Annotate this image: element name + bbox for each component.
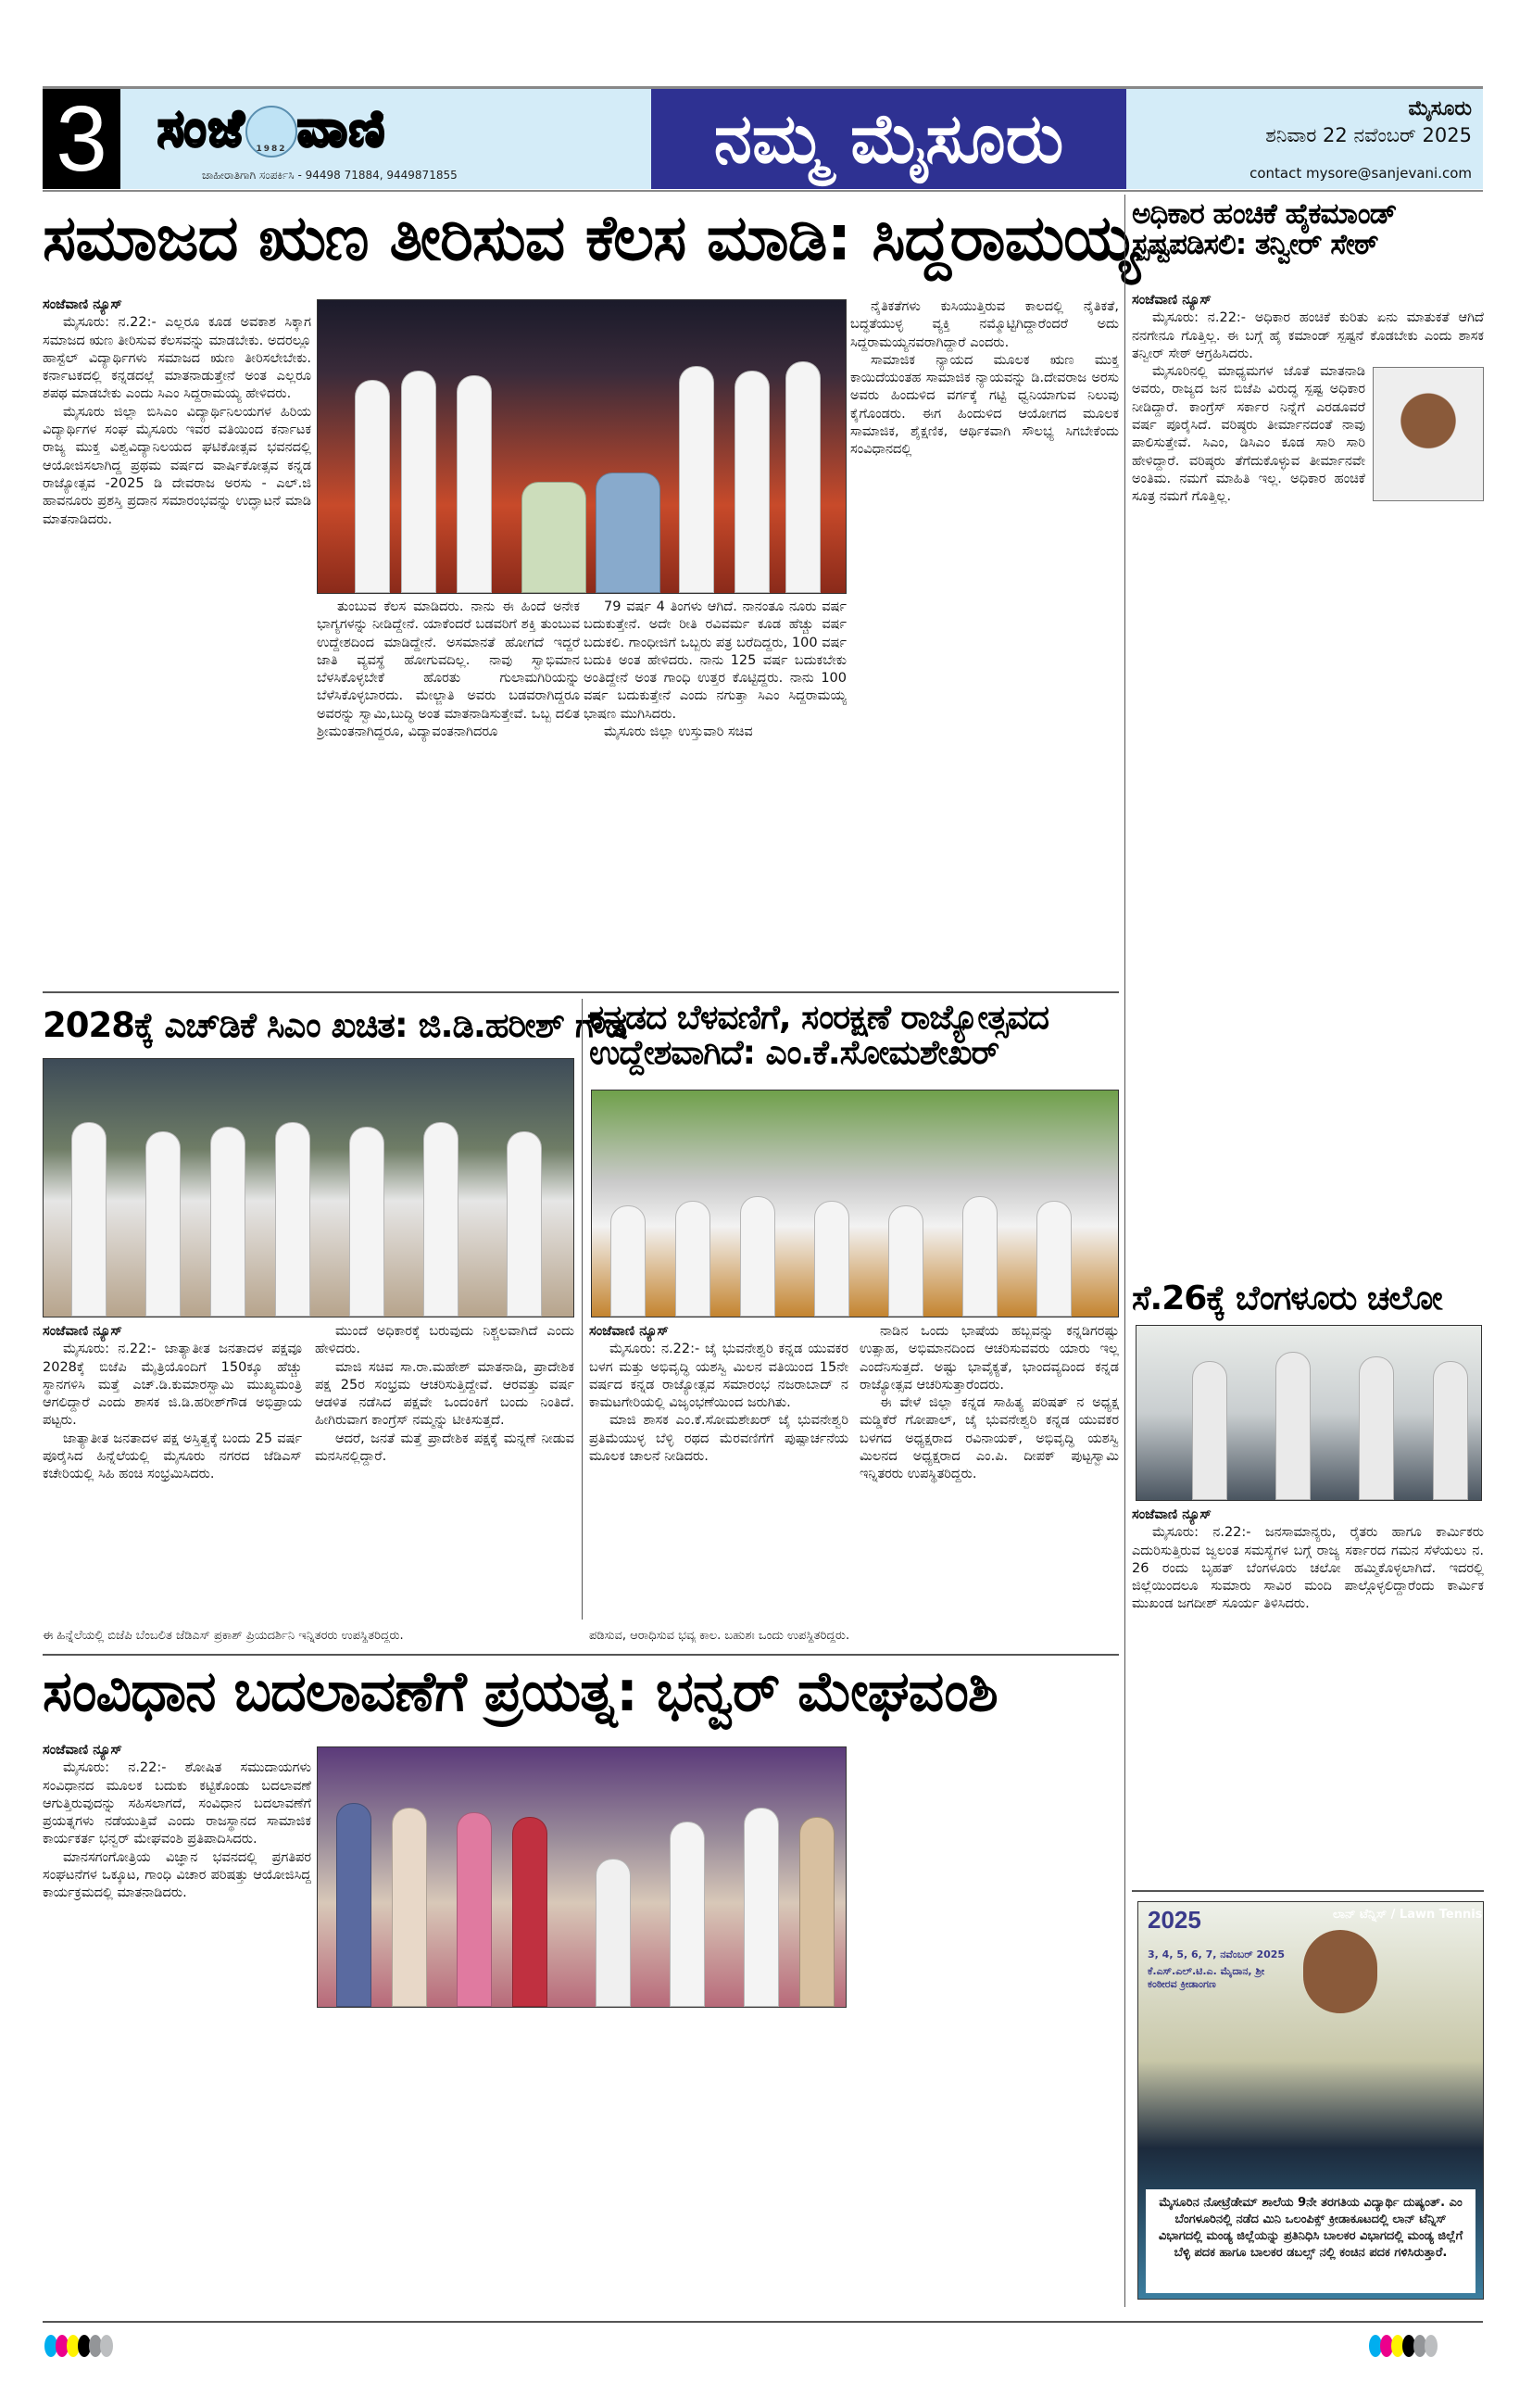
footer-rule	[43, 2321, 1483, 2323]
athlete-figure	[1303, 1930, 1377, 2013]
constitution-col1	[43, 1742, 311, 2307]
chalo-photo	[1136, 1325, 1482, 1501]
banner-year: 2025	[1148, 1906, 1201, 1934]
byline: ಸಂಜೆವಾಣಿ ನ್ಯೂಸ್	[43, 1324, 122, 1339]
constitution-col3	[584, 2012, 847, 2307]
paragraph: ಈ ವೇಳೆ ಜಿಲ್ಲಾ ಕನ್ನಡ ಸಾಹಿತ್ಯ ಪರಿಷತ್ ನ ಅಧ್ಯಕ್ಷ ಮಡ್ಡಿಕೆರೆ ಗೋಪಾಲ್, ಜೈ ಭುವನೇಶ್ವರಿ ಕನ್ನಡ ಯುವಕರ ಬಳಗದ ಅಧ್ಯಕ್ಷರಾದ ರವಿನಾಯಕ್, ಅಭಿವೃದ್ಧಿ ಯಶಸ್ವಿ ಮಿಲನದ ಅಧ್ಯಕ್ಷರಾದ ಎಂ.ಪಿ. ದೀಪಕ್ ಪುಟ್ಟಸ್ವಾಮಿ ಇನ್ನಿತರರು ಉಪಸ್ಥಿತರಿದ್ದರು.	[860, 1395, 1119, 1482]
edition-date: ಶನಿವಾರ 22 ನವೆಂಬರ್ 2025	[1265, 124, 1472, 146]
paragraph: ಮೈಸೂರು: ನ.22:- ಶೋಷಿತ ಸಮುದಾಯಗಳು ಸಂವಿಧಾನದ ಮೂಲಕ ಬದುಕು ಕಟ್ಟಿಕೊಂಡು ಬದಲಾವಣೆ ಆಗುತ್ತಿರುವುದನ್ನು ಸಹಿಸಲಾಗದೆ, ಸಂವಿಧಾನ ಬದಲಾವಣೆಗೆ ಪ್ರಯತ್ನಗಳು ನಡೆಯುತ್ತಿವೆ ಎಂದು ರಾಜಸ್ಥಾನದ ಸಾಮಾಜಿಕ ಕಾರ್ಯಕರ್ತ ಭನ್ವರ್ ಮೇಘವಂಶಿ ಪ್ರತಿಪಾದಿಸಿದರು.	[43, 1760, 311, 1847]
sports-photo	[1137, 1901, 1484, 2300]
banner-event: ಲಾನ್ ಟೆನ್ನಿಸ್ / Lawn Tennis	[1333, 1908, 1483, 1922]
somashekar-photo	[591, 1090, 1119, 1317]
banner-dates: 3, 4, 5, 6, 7, ನವೆಂಬರ್ 2025	[1148, 1948, 1286, 1960]
paragraph: ಮೈಸೂರು: ನ.22:- ಜನಸಾಮಾನ್ಯರು, ರೈತರು ಹಾಗೂ ಕಾರ್ಮಿಕರು ಎದುರಿಸುತ್ತಿರುವ ಜ್ವಲಂತ ಸಮಸ್ಯೆಗಳ ಬಗ್ಗೆ ರಾಜ್ಯ ಸರ್ಕಾರದ ಗಮನ ಸೆಳೆಯಲು ನ. 26 ರಂದು ಬೃಹತ್ ಬೆಂಗಳೂರು ಚಲೋ ಹಮ್ಮಿಕೊಳ್ಳಲಾಗಿದೆ. ಇದರಲ್ಲಿ ಜಿಲ್ಲೆಯಿಂದಲೂ ಸುಮಾರು ಸಾವಿರ ಮಂದಿ ಪಾಲ್ಗೊಳ್ಳಲಿದ್ದಾರೆಂದು ಕಾರ್ಮಿಕ ಮುಖಂಡ ಜಗದೀಶ್ ಸೂರ್ಯ ತಿಳಿಸಿದರು.	[1132, 1525, 1484, 1612]
tanveer-portrait	[1373, 367, 1484, 501]
constitution-col2	[317, 2012, 580, 2307]
section-divider	[43, 991, 1119, 993]
edition-city: ಮೈಸೂರು	[1408, 97, 1472, 120]
main-article-col1	[43, 296, 311, 987]
paragraph: ನೈತಿಕತೆಗಳು ಕುಸಿಯುತ್ತಿರುವ ಕಾಲದಲ್ಲಿ ನೈತಿಕತೆ, ಬದ್ಧತೆಯುಳ್ಳ ವ್ಯಕ್ತಿ ನಮ್ಮೊಟ್ಟಿಗಿದ್ದಾರೆಂದರೆ ಅದು ಸಿದ್ದರಾಮಯ್ಯನವರಾಗಿದ್ದಾರೆ ಎಂದರು.	[850, 299, 1119, 350]
banner-venue: ಕೆ.ಎಸ್.ಎಲ್.ಟಿ.ಎ. ಮೈದಾನ, ಶ್ರೀ ಕಂಠೀರವ ಕ್ರೀಡಾಂಗಣ	[1148, 1965, 1265, 1990]
tanveer-article	[1132, 292, 1484, 1274]
somashekar-col1	[589, 1323, 848, 1624]
paragraph: ಮಾಜಿ ಶಾಸಕ ಎಂ.ಕೆ.ಸೋಮಶೇಖರ್ ಜೈ ಭುವನೇಶ್ವರಿ ಪ್ರತಿಮೆಯುಳ್ಳ ಬೆಳ್ಳಿ ರಥದ ಮೆರವಣಿಗೆಗೆ ಪುಷ್ಪಾರ್ಚನೆಯ ಮೂಲಕ ಚಾಲನೆ ನೀಡಿದರು.	[589, 1413, 848, 1465]
somashekar-headline: ಕನ್ನಡದ ಬೆಳವಣಿಗೆ, ಸಂರಕ್ಷಣೆ ರಾಜ್ಯೋತ್ಸವದ ಉದ್ದೇಶವಾಗಿದೆ: ಎಂ.ಕೆ.ಸೋಮಶೇಖರ್	[589, 999, 1049, 1072]
main-headline: ಸಮಾಜದ ಋಣ ತೀರಿಸುವ ಕೆಲಸ ಮಾಡಿ: ಸಿದ್ದರಾಮಯ್ಯ	[43, 202, 1139, 275]
paragraph: ತುಂಬುವ ಕೆಲಸ ಮಾಡಿದರು. ನಾನು ಈ ಹಿಂದೆ ಅನೇಕ ಭಾಗ್ಯಗಳನ್ನು ನೀಡಿದ್ದೇನೆ. ಯಾಕೆಂದರೆ ಬಡವರಿಗೆ ಶಕ್ತಿ ತುಂಬುವ ಉದ್ದೇಶದಿಂದ ಮಾಡಿದ್ದೇನೆ. ಅಸಮಾನತೆ ಹೋಗದೆ ಇದ್ದರೆ ಜಾತಿ ವ್ಯವಸ್ಥೆ ಹೋಗುವದಿಲ್ಲ. ನಾವು ಸ್ವಾಭಿಮಾನ ಬೆಳಸಿಕೊಳ್ಳಬೇಕೆ ಹೊರತು ಗುಲಾಮಗಿರಿಯನ್ನು ಬೆಳೆಸಿಕೊಳ್ಳಬಾರದು. ಮೇಲ್ಜಾತಿ ಅವರು ಬಡವರಾಗಿದ್ದರೂ ಅವರನ್ನು ಸ್ವಾಮಿ,ಬುದ್ಧಿ ಅಂತ ಮಾತನಾಡಿಸುತ್ತೇವೆ. ಒಬ್ಬ ದಲಿತ ಶ್ರೀಮಂತನಾಗಿದ್ದರೂ, ವಿದ್ಯಾವಂತನಾಗಿದರೂ	[317, 599, 580, 740]
masthead-logo-area	[120, 89, 651, 189]
chalo-headline: ಸೆ.26ಕ್ಕೆ ಬೆಂಗಳೂರು ಚಲೋ	[1132, 1280, 1442, 1317]
constitution-headline: ಸಂವಿಧಾನ ಬದಲಾವಣೆಗೆ ಪ್ರಯತ್ನ: ಭನ್ವರ್ ಮೇಘವಂಶಿ	[43, 1659, 998, 1724]
harish-closing-line: ಈ ಹಿನ್ನೆಲೆಯಲ್ಲಿ ಬಿಜೆಪಿ ಬೆಂಬಲಿತ ಜೆಡಿಎಸ್ ಪ್ರಕಾಶ್ ಪ್ರಿಯದರ್ಶಿನಿ ಇನ್ನಿತರರು ಉಪಸ್ಥಿತರಿದ್ದರು.	[43, 1629, 404, 1643]
dove-emblem-icon: 1982	[245, 106, 297, 158]
byline: ಸಂಜೆವಾಣಿ ನ್ಯೂಸ್	[1132, 1507, 1212, 1522]
masthead-bottom-rule	[43, 190, 1483, 192]
paragraph: ಮೈಸೂರು: ನ.22:- ಅಧಿಕಾರ ಹಂಚಿಕೆ ಕುರಿತು ಏನು ಮಾತುಕತೆ ಆಗಿದೆ ನನಗೇನೂ ಗೊತ್ತಿಲ್ಲ. ಈ ಬಗ್ಗೆ ಹೈ ಕಮಾಂಡ್ ಸ್ಪಷ್ಟನೆ ಕೊಡಬೇಕು ಎಂದು ಶಾಸಕ ತನ್ವೀರ್ ಸೇಠ್ ಆಗ್ರಹಿಸಿದರು.	[1132, 310, 1484, 361]
paragraph: ಮೈಸೂರು: ನ.22:- ಜಾತ್ಯಾತೀತ ಜನತಾದಳ ಪಕ್ಷವೂ 2028ಕ್ಕೆ ಬಿಜೆಪಿ ಮೈತ್ರಿಯೊಂದಿಗೆ 150ಕ್ಕೂ ಹೆಚ್ಚು ಸ್ಥಾನಗಳಿಸಿ ಮತ್ತೆ ಎಚ್.ಡಿ.ಕುಮಾರಸ್ವಾಮಿ ಮುಖ್ಯಮಂತ್ರಿ ಆಗಲಿದ್ದಾರೆ ಎಂದು ಶಾಸಕ ಜಿ.ಡಿ.ಹರೀಶ್‌ಗೌಡ ಅಭಿಪ್ರಾಯ ಪಟ್ಟರು.	[43, 1342, 302, 1429]
column-divider	[1124, 195, 1125, 2307]
section-divider	[1132, 1890, 1484, 1892]
main-article-col4	[850, 298, 1119, 989]
registration-marks-left	[44, 2335, 111, 2361]
harish-headline: 2028ಕ್ಕೆ ಎಚ್‌ಡಿಕೆ ಸಿಎಂ ಖಚಿತ: ಜಿ.ಡಿ.ಹರೀಶ್ ಗೌಡ	[43, 1005, 627, 1045]
paragraph: ಸಾಮಾಜಿಕ ನ್ಯಾಯದ ಮೂಲಕ ಋಣ ಮುಕ್ತ ಕಾಯಿದೆಯಂತಹ ಸಾಮಾಜಿಕ ನ್ಯಾಯವನ್ನು ಡಿ.ದೇವರಾಜ ಅರಸು ಅವರು ಹಿಂದುಳಿದ ವರ್ಗಕ್ಕೆ ಗಟ್ಟಿ ಧ್ವನಿಯಾಗುವ ನಿಲುವು ಕೈಗೊಂಡರು. ಈಗ ಹಿಂದುಳಿದ ಆಯೋಗದ ಮೂಲಕ ಸಾಮಾಜಿಕ, ಶೈಕ್ಷಣಿಕ, ಆರ್ಥಿಕವಾಗಿ ಸೌಲಭ್ಯ ಸಿಗಬೇಕೆಂದು ಸಂವಿಧಾನದಲ್ಲಿ	[850, 352, 1119, 458]
harish-col1	[43, 1323, 302, 1624]
column-divider	[582, 999, 583, 1620]
harish-col2	[315, 1323, 574, 1624]
tanveer-headline: ಅಧಿಕಾರ ಹಂಚಿಕೆ ಹೈಕಮಾಂಡ್ ಸ್ಪಷ್ಟಪಡಿಸಲಿ: ತನ್ವೀರ್ ಸೇಠ್	[1132, 197, 1397, 261]
byline: ಸಂಜೆವಾಣಿ ನ್ಯೂಸ್	[43, 1743, 122, 1758]
byline: ಸಂಜೆವಾಣಿ ನ್ಯೂಸ್	[1132, 293, 1212, 308]
paragraph: ಜಾತ್ಯಾತೀತ ಜನತಾದಳ ಪಕ್ಷ ಅಸ್ತಿತ್ವಕ್ಕೆ ಬಂದು 25 ವರ್ಷ ಪೂರೈಸಿದ ಹಿನ್ನೆಲೆಯಲ್ಲಿ ಮೈಸೂರು ನಗರದ ಜೆಡಿಎಸ್ ಕಚೇರಿಯಲ್ಲಿ ಸಿಹಿ ಹಂಚಿ ಸಂಭ್ರಮಿಸಿದರು.	[43, 1431, 302, 1482]
paragraph: ಮೈಸೂರು ಜಿಲ್ಲಾ ಉಸ್ತುವಾರಿ ಸಚಿವ	[604, 725, 753, 740]
paragraph: ಮಾನಸಗಂಗೋತ್ರಿಯ ವಿಜ್ಞಾನ ಭವನದಲ್ಲಿ ಪ್ರಗತಿಪರ ಸಂಘಟನೆಗಳ ಒಕ್ಕೂಟ, ಗಾಂಧಿ ವಿಚಾರ ಪರಿಷತ್ತು ಆಯೋಜಿಸಿದ್ದ ಕಾರ್ಯಕ್ರಮದಲ್ಲಿ ಮಾತನಾಡಿದರು.	[43, 1849, 311, 1901]
registration-marks-right	[1369, 2335, 1436, 2361]
paragraph: ಆದರೆ, ಜನತೆ ಮತ್ತೆ ಪ್ರಾದೇಶಿಕ ಪಕ್ಷಕ್ಕೆ ಮನ್ನಣೆ ನೀಡುವ ಮನಸಿನಲ್ಲಿದ್ದಾರೆ.	[315, 1431, 574, 1465]
constitution-photo	[317, 1746, 847, 2008]
masthead-info	[1126, 89, 1483, 189]
main-article-photo	[317, 299, 847, 594]
paragraph: ಮೈಸೂರು ಜಿಲ್ಲಾ ಬಿಸಿಎಂ ವಿದ್ಯಾರ್ಥಿನಿಲಯಗಳ ಹಿರಿಯ ವಿದ್ಯಾರ್ಥಿಗಳ ಸಂಘ ಮೈಸೂರು ಇವರ ವತಿಯಿಂದ ಕರ್ನಾಟಕ ರಾಜ್ಯ ಮುಕ್ತ ವಿಶ್ವವಿದ್ಯಾನಿಲಯದ ಘಟಿಕೋತ್ಸವ ಭವನದಲ್ಲಿ ಆಯೋಜಿಸಲಾಗಿದ್ದ ಪ್ರಥಮ ವರ್ಷದ ವಾರ್ಷಿಕೋತ್ಸವ ಕನ್ನಡ ರಾಜ್ಯೋತ್ಸವ -2025 ಡಿ ದೇವರಾಜ ಅರಸು - ಎಲ್.ಜಿ ಹಾವನೂರು ಪ್ರಶಸ್ತಿ ಪ್ರದಾನ ಸಮಾರಂಭವನ್ನು ಉದ್ಘಾಟನೆ ಮಾಡಿ ಮಾತನಾಡಿದರು.	[43, 404, 311, 527]
chalo-article	[1132, 1507, 1484, 1877]
section-title: ನಮ್ಮ ಮೈಸೂರು	[651, 89, 1126, 189]
somashekar-closing-line: ಪಡಿಸುವ, ಆರಾಧಿಸುವ ಭವ್ಯ ಕಾಲ. ಬಹುಶಃ ಒಂದು ಉಪಸ್ಥಿತರಿದ್ದರು.	[589, 1629, 850, 1643]
main-article-col3	[584, 599, 847, 988]
byline: ಸಂಜೆವಾಣಿ ನ್ಯೂಸ್	[43, 297, 122, 312]
ad-contact: ಜಾಹೀರಾತಿಗಾಗಿ ಸಂಪರ್ಕಿಸಿ - 94498 71884, 9449871855	[202, 169, 458, 182]
paragraph: ಮಾಜಿ ಸಚಿವ ಸಾ.ರಾ.ಮಹೇಶ್ ಮಾತನಾಡಿ, ಪ್ರಾದೇಶಿಕ ಪಕ್ಷ 25ರ ಸಂಭ್ರಮ ಆಚರಿಸುತ್ತಿದ್ದೇವೆ. ಆರವತ್ತು ವರ್ಷ ಆಡಳಿತ ನಡೆಸಿದ ಪಕ್ಷವೇ ಒಂದಂಕಿಗೆ ಬಂದು ನಿಂತಿದೆ. ಹೀಗಿರುವಾಗ ಕಾಂಗ್ರೆಸ್ ನಮ್ಮನ್ನು ಟೀಕಿಸುತ್ತದೆ.	[315, 1359, 574, 1429]
page-number: 3	[43, 89, 120, 189]
section-divider	[43, 1654, 1119, 1656]
paragraph: 79 ವರ್ಷ 4 ತಿಂಗಳು ಆಗಿದೆ. ನಾನಂತೂ ನೂರು ವರ್ಷ ಬದುಕುತ್ತೇನೆ. ಅದೇ ರೀತಿ ರವಿವರ್ಮ ಕೂಡ ಹೆಚ್ಚು ವರ್ಷ ಬದುಕಲಿ. ಗಾಂಧೀಜಿಗೆ ಒಬ್ಬರು ಪತ್ರ ಬರೆದಿದ್ದರು, 100 ವರ್ಷ ಬದುಕಿ ಅಂತ ಹೇಳಿದರು. ನಾನು 125 ವರ್ಷ ಬದುಕಬೇಕು ಅಂತಿದ್ದೇನೆ ಅಂತ ಗಾಂಧಿ ಉತ್ತರ ಕೊಟ್ಟಿದ್ದರು. ನಾನು 100 ವರ್ಷ ಬದುಕುತ್ತೇನೆ ಎಂದು ನಗುತ್ತಾ ಸಿಎಂ ಸಿದ್ದರಾಮಯ್ಯ ಭಾಷಣ ಮುಗಿಸಿದರು.	[584, 599, 847, 722]
paragraph: ಮೈಸೂರು: ನ.22:- ಜೈ ಭುವನೇಶ್ವರಿ ಕನ್ನಡ ಯುವಕರ ಬಳಗ ಮತ್ತು ಅಭಿವೃದ್ಧಿ ಯಶಸ್ವಿ ಮಿಲನ ವತಿಯಿಂದ 15ನೇ ವರ್ಷದ ಕನ್ನಡ ರಾಜ್ಯೋತ್ಸವ ಸಮಾರಂಭ ನಜರಾಬಾದ್ ನ ಕಾಮಟಗೇರಿಯಲ್ಲಿ ವಿಜೃಂಭಣೆಯಿಂದ ಜರುಗಿತು.	[589, 1342, 848, 1411]
paragraph: ಮೈಸೂರು: ನ.22:- ಎಲ್ಲರೂ ಕೂಡ ಅವಕಾಶ ಸಿಕ್ಕಾಗ ಸಮಾಜದ ಋಣ ತೀರಿಸುವ ಕೆಲಸವನ್ನು ಮಾಡಬೇಕು. ಅದರಲ್ಲೂ ಹಾಸ್ಟೆಲ್ ವಿದ್ಯಾರ್ಥಿಗಳು ಸಮಾಜದ ಋಣ ತೀರಿಸಲೇಬೇಕು. ಕರ್ನಾಟಕದಲ್ಲಿ ಕನ್ನಡದಲ್ಲೆ ಮಾತನಾಡುತ್ತೇನೆ ಅಂತ ಎಲ್ಲರೂ ಶಪಥ ಮಾಡಬೇಕು ಎಂದು ಸಿಎಂ ಸಿದ್ದರಾಮಯ್ಯ ಹೇಳಿದರು.	[43, 315, 311, 402]
main-article-col2	[317, 599, 580, 988]
paragraph: ಮುಂದೆ ಅಧಿಕಾರಕ್ಕೆ ಬರುವುದು ನಿಶ್ಚಲವಾಗಿದೆ ಎಂದು ಹೇಳಿದರು.	[315, 1324, 574, 1357]
harish-photo	[43, 1058, 574, 1317]
sports-caption: ಮೈಸೂರಿನ ನೋಟ್ರೆಡೇಮ್ ಶಾಲೆಯ 9ನೇ ತರಗತಿಯ ವಿದ್ಯಾರ್ಥಿ ದುಷ್ಯಂತ್. ಎಂ ಬೆಂಗಳೂರಿನಲ್ಲಿ ನಡೆದ ಮಿನಿ ಒಲಂಪಿಕ್ಸ್ ಕ್ರೀಡಾಕೂಟದಲ್ಲಿ ಲಾನ್ ಟೆನ್ನಿಸ್ ವಿಭಾಗದಲ್ಲಿ ಮಂಡ್ಯ ಜಿಲ್ಲೆಯನ್ನು ಪ್ರತಿನಿಧಿಸಿ ಬಾಲಕರ ವಿಭಾಗದಲ್ಲಿ ಮಂಡ್ಯ ಜಿಲ್ಲೆಗೆ ಬೆಳ್ಳಿ ಪದಕ ಹಾಗೂ ಬಾಲಕರ ಡಬಲ್ಸ್ ನಲ್ಲಿ ಕಂಚಿನ ಪದಕ ಗಳಿಸಿರುತ್ತಾರೆ.	[1146, 2189, 1475, 2293]
newspaper-logo: ಸಂಜೆ 1982 ವಾಣಿ	[157, 99, 387, 158]
paragraph: ನಾಡಿನ ಒಂದು ಭಾಷೆಯ ಹಬ್ಬವನ್ನು ಕನ್ನಡಿಗರಷ್ಟು ಉತ್ಸಾಹ, ಅಭಿಮಾನದಿಂದ ಆಚರಿಸುವವರು ಯಾರು ಇಲ್ಲ ಎಂದೆನಿಸುತ್ತದೆ. ಅಷ್ಟು ಭಾವೈಕ್ಯತೆ, ಭಾಂದವ್ಯದಿಂದ ಕನ್ನಡ ರಾಜ್ಯೋತ್ಸವ ಆಚರಿಸುತ್ತಾರೆಂದರು.	[860, 1324, 1119, 1393]
somashekar-col2	[860, 1323, 1119, 1624]
constitution-col4	[850, 1742, 1119, 2307]
byline: ಸಂಜೆವಾಣಿ ನ್ಯೂಸ್	[589, 1324, 669, 1339]
contact-email: contact mysore@sanjevani.com	[1249, 165, 1472, 182]
paragraph: ಮೈಸೂರಿನಲ್ಲಿ ಮಾಧ್ಯಮಗಳ ಜೊತೆ ಮಾತನಾಡಿ ಅವರು, ರಾಜ್ಯದ ಜನ ಬಿಜೆಪಿ ವಿರುದ್ಧ ಸ್ಪಷ್ಟ ಅಧಿಕಾರ ನೀಡಿದ್ದಾರೆ. ಕಾಂಗ್ರೆಸ್ ಸರ್ಕಾರ ನಿನ್ನೆಗೆ ಎರಡೂವರೆ ವರ್ಷ ಪೂರೈಸಿದೆ. ವರಿಷ್ಠರು ತೀರ್ಮಾನದಂತೆ ನಾವು ಪಾಲಿಸುತ್ತೇವೆ. ಸಿಎಂ, ಡಿಸಿಎಂ ಕೂಡ ಸಾರಿ ಸಾರಿ ಹೇಳಿದ್ದಾರೆ. ವರಿಷ್ಠರು ತೆಗೆದುಕೊಳ್ಳುವ ತೀರ್ಮಾನವೇ ಅಂತಿಮ. ನಮಗೆ ಮಾಹಿತಿ ಇಲ್ಲ. ಅಧಿಕಾರ ಹಂಚಿಕೆ ಸೂತ್ರ ನಮಗೆ ಗೊತ್ತಿಲ್ಲ.	[1132, 364, 1365, 505]
